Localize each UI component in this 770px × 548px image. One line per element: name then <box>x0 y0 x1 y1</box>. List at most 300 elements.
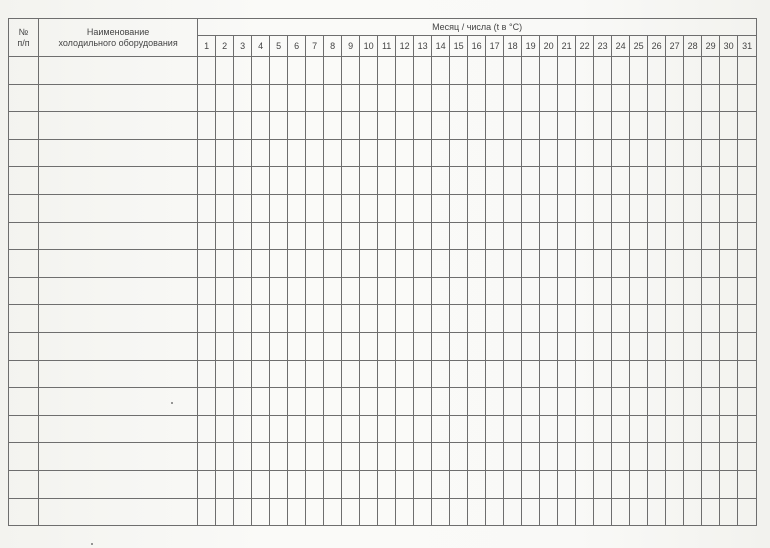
temperature-cell-day-20[interactable] <box>540 305 558 333</box>
temperature-cell-day-1[interactable] <box>198 332 216 360</box>
temperature-cell-day-17[interactable] <box>486 388 504 416</box>
temperature-cell-day-22[interactable] <box>576 167 594 195</box>
temperature-cell-day-13[interactable] <box>414 498 432 526</box>
temperature-cell-day-14[interactable] <box>432 112 450 140</box>
temperature-cell-day-3[interactable] <box>234 443 252 471</box>
temperature-cell-day-13[interactable] <box>414 388 432 416</box>
temperature-cell-day-12[interactable] <box>396 388 414 416</box>
temperature-cell-day-28[interactable] <box>684 167 702 195</box>
temperature-cell-day-21[interactable] <box>558 84 576 112</box>
temperature-cell-day-6[interactable] <box>288 415 306 443</box>
temperature-cell-day-9[interactable] <box>342 415 360 443</box>
temperature-cell-day-7[interactable] <box>306 167 324 195</box>
temperature-cell-day-30[interactable] <box>720 443 738 471</box>
temperature-cell-day-1[interactable] <box>198 57 216 85</box>
equipment-name-cell[interactable] <box>39 57 198 85</box>
temperature-cell-day-15[interactable] <box>450 332 468 360</box>
temperature-cell-day-30[interactable] <box>720 194 738 222</box>
temperature-cell-day-27[interactable] <box>666 194 684 222</box>
temperature-cell-day-5[interactable] <box>270 167 288 195</box>
temperature-cell-day-14[interactable] <box>432 415 450 443</box>
temperature-cell-day-20[interactable] <box>540 498 558 526</box>
temperature-cell-day-13[interactable] <box>414 222 432 250</box>
temperature-cell-day-23[interactable] <box>594 470 612 498</box>
temperature-cell-day-22[interactable] <box>576 57 594 85</box>
temperature-cell-day-18[interactable] <box>504 332 522 360</box>
temperature-cell-day-28[interactable] <box>684 415 702 443</box>
row-number-cell[interactable] <box>9 194 39 222</box>
temperature-cell-day-18[interactable] <box>504 222 522 250</box>
temperature-cell-day-7[interactable] <box>306 112 324 140</box>
temperature-cell-day-6[interactable] <box>288 57 306 85</box>
temperature-cell-day-20[interactable] <box>540 250 558 278</box>
temperature-cell-day-6[interactable] <box>288 360 306 388</box>
temperature-cell-day-27[interactable] <box>666 360 684 388</box>
temperature-cell-day-26[interactable] <box>648 388 666 416</box>
temperature-cell-day-24[interactable] <box>612 498 630 526</box>
temperature-cell-day-2[interactable] <box>216 443 234 471</box>
temperature-cell-day-3[interactable] <box>234 277 252 305</box>
temperature-cell-day-24[interactable] <box>612 360 630 388</box>
equipment-name-cell[interactable] <box>39 194 198 222</box>
temperature-cell-day-15[interactable] <box>450 305 468 333</box>
temperature-cell-day-14[interactable] <box>432 139 450 167</box>
temperature-cell-day-17[interactable] <box>486 415 504 443</box>
temperature-cell-day-8[interactable] <box>324 194 342 222</box>
temperature-cell-day-21[interactable] <box>558 443 576 471</box>
temperature-cell-day-29[interactable] <box>702 277 720 305</box>
temperature-cell-day-21[interactable] <box>558 415 576 443</box>
temperature-cell-day-30[interactable] <box>720 84 738 112</box>
temperature-cell-day-25[interactable] <box>630 305 648 333</box>
temperature-cell-day-1[interactable] <box>198 443 216 471</box>
temperature-cell-day-3[interactable] <box>234 415 252 443</box>
temperature-cell-day-24[interactable] <box>612 443 630 471</box>
temperature-cell-day-16[interactable] <box>468 112 486 140</box>
temperature-cell-day-16[interactable] <box>468 443 486 471</box>
temperature-cell-day-1[interactable] <box>198 139 216 167</box>
temperature-cell-day-5[interactable] <box>270 112 288 140</box>
temperature-cell-day-23[interactable] <box>594 498 612 526</box>
temperature-cell-day-1[interactable] <box>198 84 216 112</box>
temperature-cell-day-19[interactable] <box>522 112 540 140</box>
temperature-cell-day-9[interactable] <box>342 332 360 360</box>
temperature-cell-day-23[interactable] <box>594 360 612 388</box>
temperature-cell-day-25[interactable] <box>630 415 648 443</box>
temperature-cell-day-14[interactable] <box>432 332 450 360</box>
temperature-cell-day-23[interactable] <box>594 250 612 278</box>
temperature-cell-day-18[interactable] <box>504 498 522 526</box>
temperature-cell-day-28[interactable] <box>684 194 702 222</box>
temperature-cell-day-30[interactable] <box>720 360 738 388</box>
temperature-cell-day-3[interactable] <box>234 57 252 85</box>
temperature-cell-day-4[interactable] <box>252 194 270 222</box>
temperature-cell-day-28[interactable] <box>684 388 702 416</box>
temperature-cell-day-31[interactable] <box>738 498 757 526</box>
temperature-cell-day-24[interactable] <box>612 222 630 250</box>
temperature-cell-day-16[interactable] <box>468 305 486 333</box>
temperature-cell-day-12[interactable] <box>396 277 414 305</box>
temperature-cell-day-31[interactable] <box>738 222 757 250</box>
temperature-cell-day-15[interactable] <box>450 250 468 278</box>
temperature-cell-day-11[interactable] <box>378 250 396 278</box>
temperature-cell-day-16[interactable] <box>468 167 486 195</box>
temperature-cell-day-9[interactable] <box>342 222 360 250</box>
temperature-cell-day-12[interactable] <box>396 84 414 112</box>
temperature-cell-day-27[interactable] <box>666 57 684 85</box>
temperature-cell-day-10[interactable] <box>360 84 378 112</box>
temperature-cell-day-21[interactable] <box>558 360 576 388</box>
temperature-cell-day-3[interactable] <box>234 250 252 278</box>
temperature-cell-day-13[interactable] <box>414 360 432 388</box>
temperature-cell-day-30[interactable] <box>720 112 738 140</box>
temperature-cell-day-5[interactable] <box>270 222 288 250</box>
temperature-cell-day-12[interactable] <box>396 305 414 333</box>
temperature-cell-day-2[interactable] <box>216 57 234 85</box>
row-number-cell[interactable] <box>9 250 39 278</box>
temperature-cell-day-20[interactable] <box>540 139 558 167</box>
row-number-cell[interactable] <box>9 388 39 416</box>
temperature-cell-day-15[interactable] <box>450 139 468 167</box>
temperature-cell-day-22[interactable] <box>576 415 594 443</box>
temperature-cell-day-5[interactable] <box>270 332 288 360</box>
temperature-cell-day-17[interactable] <box>486 222 504 250</box>
temperature-cell-day-22[interactable] <box>576 332 594 360</box>
temperature-cell-day-4[interactable] <box>252 222 270 250</box>
temperature-cell-day-3[interactable] <box>234 305 252 333</box>
temperature-cell-day-16[interactable] <box>468 277 486 305</box>
temperature-cell-day-12[interactable] <box>396 194 414 222</box>
temperature-cell-day-20[interactable] <box>540 332 558 360</box>
temperature-cell-day-4[interactable] <box>252 388 270 416</box>
temperature-cell-day-12[interactable] <box>396 415 414 443</box>
temperature-cell-day-25[interactable] <box>630 167 648 195</box>
temperature-cell-day-31[interactable] <box>738 332 757 360</box>
temperature-cell-day-24[interactable] <box>612 470 630 498</box>
temperature-cell-day-11[interactable] <box>378 360 396 388</box>
temperature-cell-day-29[interactable] <box>702 250 720 278</box>
temperature-cell-day-4[interactable] <box>252 277 270 305</box>
temperature-cell-day-5[interactable] <box>270 139 288 167</box>
temperature-cell-day-15[interactable] <box>450 443 468 471</box>
temperature-cell-day-4[interactable] <box>252 415 270 443</box>
temperature-cell-day-23[interactable] <box>594 222 612 250</box>
temperature-cell-day-28[interactable] <box>684 498 702 526</box>
row-number-cell[interactable] <box>9 112 39 140</box>
temperature-cell-day-25[interactable] <box>630 84 648 112</box>
temperature-cell-day-7[interactable] <box>306 332 324 360</box>
temperature-cell-day-26[interactable] <box>648 305 666 333</box>
temperature-cell-day-5[interactable] <box>270 84 288 112</box>
temperature-cell-day-27[interactable] <box>666 167 684 195</box>
temperature-cell-day-10[interactable] <box>360 388 378 416</box>
temperature-cell-day-1[interactable] <box>198 250 216 278</box>
temperature-cell-day-18[interactable] <box>504 470 522 498</box>
temperature-cell-day-31[interactable] <box>738 167 757 195</box>
temperature-cell-day-6[interactable] <box>288 388 306 416</box>
temperature-cell-day-22[interactable] <box>576 222 594 250</box>
temperature-cell-day-26[interactable] <box>648 498 666 526</box>
temperature-cell-day-2[interactable] <box>216 277 234 305</box>
temperature-cell-day-31[interactable] <box>738 415 757 443</box>
temperature-cell-day-16[interactable] <box>468 250 486 278</box>
temperature-cell-day-17[interactable] <box>486 84 504 112</box>
temperature-cell-day-13[interactable] <box>414 167 432 195</box>
temperature-cell-day-20[interactable] <box>540 84 558 112</box>
temperature-cell-day-18[interactable] <box>504 57 522 85</box>
temperature-cell-day-5[interactable] <box>270 388 288 416</box>
temperature-cell-day-5[interactable] <box>270 498 288 526</box>
temperature-cell-day-15[interactable] <box>450 167 468 195</box>
row-number-cell[interactable] <box>9 415 39 443</box>
equipment-name-cell[interactable] <box>39 250 198 278</box>
temperature-cell-day-11[interactable] <box>378 139 396 167</box>
temperature-cell-day-20[interactable] <box>540 167 558 195</box>
temperature-cell-day-28[interactable] <box>684 222 702 250</box>
temperature-cell-day-30[interactable] <box>720 250 738 278</box>
temperature-cell-day-27[interactable] <box>666 112 684 140</box>
temperature-cell-day-7[interactable] <box>306 84 324 112</box>
temperature-cell-day-2[interactable] <box>216 194 234 222</box>
temperature-cell-day-7[interactable] <box>306 139 324 167</box>
temperature-cell-day-10[interactable] <box>360 139 378 167</box>
temperature-cell-day-21[interactable] <box>558 388 576 416</box>
temperature-cell-day-11[interactable] <box>378 332 396 360</box>
temperature-cell-day-29[interactable] <box>702 332 720 360</box>
row-number-cell[interactable] <box>9 332 39 360</box>
temperature-cell-day-4[interactable] <box>252 84 270 112</box>
temperature-cell-day-10[interactable] <box>360 470 378 498</box>
temperature-cell-day-9[interactable] <box>342 360 360 388</box>
temperature-cell-day-22[interactable] <box>576 194 594 222</box>
temperature-cell-day-3[interactable] <box>234 167 252 195</box>
temperature-cell-day-29[interactable] <box>702 415 720 443</box>
temperature-cell-day-29[interactable] <box>702 194 720 222</box>
temperature-cell-day-30[interactable] <box>720 167 738 195</box>
temperature-cell-day-11[interactable] <box>378 498 396 526</box>
temperature-cell-day-11[interactable] <box>378 305 396 333</box>
temperature-cell-day-11[interactable] <box>378 443 396 471</box>
equipment-name-cell[interactable] <box>39 277 198 305</box>
temperature-cell-day-23[interactable] <box>594 139 612 167</box>
temperature-cell-day-16[interactable] <box>468 388 486 416</box>
temperature-cell-day-10[interactable] <box>360 360 378 388</box>
temperature-cell-day-16[interactable] <box>468 84 486 112</box>
temperature-cell-day-14[interactable] <box>432 388 450 416</box>
temperature-cell-day-12[interactable] <box>396 222 414 250</box>
temperature-cell-day-15[interactable] <box>450 194 468 222</box>
temperature-cell-day-23[interactable] <box>594 415 612 443</box>
temperature-cell-day-10[interactable] <box>360 277 378 305</box>
equipment-name-cell[interactable] <box>39 332 198 360</box>
temperature-cell-day-11[interactable] <box>378 167 396 195</box>
temperature-cell-day-11[interactable] <box>378 112 396 140</box>
temperature-cell-day-21[interactable] <box>558 498 576 526</box>
temperature-cell-day-5[interactable] <box>270 443 288 471</box>
temperature-cell-day-23[interactable] <box>594 84 612 112</box>
temperature-cell-day-14[interactable] <box>432 194 450 222</box>
temperature-cell-day-8[interactable] <box>324 112 342 140</box>
temperature-cell-day-9[interactable] <box>342 305 360 333</box>
temperature-cell-day-7[interactable] <box>306 470 324 498</box>
temperature-cell-day-26[interactable] <box>648 222 666 250</box>
temperature-cell-day-25[interactable] <box>630 332 648 360</box>
temperature-cell-day-18[interactable] <box>504 84 522 112</box>
temperature-cell-day-30[interactable] <box>720 222 738 250</box>
temperature-cell-day-4[interactable] <box>252 112 270 140</box>
temperature-cell-day-22[interactable] <box>576 470 594 498</box>
temperature-cell-day-17[interactable] <box>486 57 504 85</box>
temperature-cell-day-19[interactable] <box>522 84 540 112</box>
temperature-cell-day-20[interactable] <box>540 415 558 443</box>
temperature-cell-day-2[interactable] <box>216 332 234 360</box>
temperature-cell-day-19[interactable] <box>522 194 540 222</box>
temperature-cell-day-1[interactable] <box>198 360 216 388</box>
temperature-cell-day-19[interactable] <box>522 222 540 250</box>
temperature-cell-day-25[interactable] <box>630 194 648 222</box>
row-number-cell[interactable] <box>9 470 39 498</box>
temperature-cell-day-27[interactable] <box>666 84 684 112</box>
temperature-cell-day-9[interactable] <box>342 443 360 471</box>
temperature-cell-day-7[interactable] <box>306 277 324 305</box>
temperature-cell-day-24[interactable] <box>612 84 630 112</box>
temperature-cell-day-15[interactable] <box>450 57 468 85</box>
temperature-cell-day-29[interactable] <box>702 470 720 498</box>
temperature-cell-day-18[interactable] <box>504 277 522 305</box>
temperature-cell-day-22[interactable] <box>576 305 594 333</box>
temperature-cell-day-26[interactable] <box>648 360 666 388</box>
temperature-cell-day-7[interactable] <box>306 250 324 278</box>
temperature-cell-day-7[interactable] <box>306 443 324 471</box>
temperature-cell-day-24[interactable] <box>612 415 630 443</box>
temperature-cell-day-3[interactable] <box>234 360 252 388</box>
temperature-cell-day-15[interactable] <box>450 277 468 305</box>
temperature-cell-day-7[interactable] <box>306 360 324 388</box>
temperature-cell-day-29[interactable] <box>702 443 720 471</box>
temperature-cell-day-15[interactable] <box>450 498 468 526</box>
temperature-cell-day-19[interactable] <box>522 250 540 278</box>
temperature-cell-day-14[interactable] <box>432 222 450 250</box>
temperature-cell-day-16[interactable] <box>468 498 486 526</box>
temperature-cell-day-31[interactable] <box>738 388 757 416</box>
temperature-cell-day-2[interactable] <box>216 139 234 167</box>
temperature-cell-day-26[interactable] <box>648 57 666 85</box>
temperature-cell-day-14[interactable] <box>432 443 450 471</box>
temperature-cell-day-5[interactable] <box>270 305 288 333</box>
temperature-cell-day-14[interactable] <box>432 305 450 333</box>
temperature-cell-day-29[interactable] <box>702 57 720 85</box>
temperature-cell-day-21[interactable] <box>558 112 576 140</box>
row-number-cell[interactable] <box>9 305 39 333</box>
temperature-cell-day-1[interactable] <box>198 305 216 333</box>
temperature-cell-day-9[interactable] <box>342 470 360 498</box>
temperature-cell-day-31[interactable] <box>738 277 757 305</box>
temperature-cell-day-1[interactable] <box>198 415 216 443</box>
temperature-cell-day-4[interactable] <box>252 139 270 167</box>
temperature-cell-day-14[interactable] <box>432 360 450 388</box>
temperature-cell-day-30[interactable] <box>720 305 738 333</box>
temperature-cell-day-28[interactable] <box>684 84 702 112</box>
temperature-cell-day-10[interactable] <box>360 443 378 471</box>
temperature-cell-day-3[interactable] <box>234 470 252 498</box>
temperature-cell-day-14[interactable] <box>432 470 450 498</box>
temperature-cell-day-13[interactable] <box>414 250 432 278</box>
temperature-cell-day-21[interactable] <box>558 194 576 222</box>
temperature-cell-day-19[interactable] <box>522 443 540 471</box>
temperature-cell-day-2[interactable] <box>216 470 234 498</box>
temperature-cell-day-24[interactable] <box>612 250 630 278</box>
temperature-cell-day-27[interactable] <box>666 388 684 416</box>
temperature-cell-day-16[interactable] <box>468 139 486 167</box>
temperature-cell-day-6[interactable] <box>288 222 306 250</box>
temperature-cell-day-3[interactable] <box>234 84 252 112</box>
temperature-cell-day-25[interactable] <box>630 388 648 416</box>
temperature-cell-day-7[interactable] <box>306 194 324 222</box>
temperature-cell-day-23[interactable] <box>594 167 612 195</box>
temperature-cell-day-19[interactable] <box>522 277 540 305</box>
temperature-cell-day-28[interactable] <box>684 57 702 85</box>
temperature-cell-day-14[interactable] <box>432 57 450 85</box>
temperature-cell-day-10[interactable] <box>360 332 378 360</box>
temperature-cell-day-18[interactable] <box>504 139 522 167</box>
temperature-cell-day-31[interactable] <box>738 84 757 112</box>
temperature-cell-day-20[interactable] <box>540 57 558 85</box>
temperature-cell-day-19[interactable] <box>522 388 540 416</box>
temperature-cell-day-15[interactable] <box>450 360 468 388</box>
temperature-cell-day-11[interactable] <box>378 222 396 250</box>
temperature-cell-day-19[interactable] <box>522 360 540 388</box>
row-number-cell[interactable] <box>9 498 39 526</box>
equipment-name-cell[interactable] <box>39 305 198 333</box>
temperature-cell-day-1[interactable] <box>198 167 216 195</box>
temperature-cell-day-25[interactable] <box>630 57 648 85</box>
temperature-cell-day-30[interactable] <box>720 498 738 526</box>
temperature-cell-day-20[interactable] <box>540 360 558 388</box>
temperature-cell-day-21[interactable] <box>558 277 576 305</box>
temperature-cell-day-17[interactable] <box>486 194 504 222</box>
temperature-cell-day-12[interactable] <box>396 57 414 85</box>
temperature-cell-day-26[interactable] <box>648 332 666 360</box>
temperature-cell-day-10[interactable] <box>360 222 378 250</box>
temperature-cell-day-8[interactable] <box>324 415 342 443</box>
temperature-cell-day-4[interactable] <box>252 443 270 471</box>
temperature-cell-day-11[interactable] <box>378 470 396 498</box>
temperature-cell-day-18[interactable] <box>504 443 522 471</box>
temperature-cell-day-22[interactable] <box>576 277 594 305</box>
temperature-cell-day-19[interactable] <box>522 470 540 498</box>
temperature-cell-day-14[interactable] <box>432 167 450 195</box>
temperature-cell-day-11[interactable] <box>378 277 396 305</box>
temperature-cell-day-10[interactable] <box>360 250 378 278</box>
temperature-cell-day-14[interactable] <box>432 277 450 305</box>
temperature-cell-day-7[interactable] <box>306 388 324 416</box>
equipment-name-cell[interactable] <box>39 167 198 195</box>
temperature-cell-day-5[interactable] <box>270 470 288 498</box>
temperature-cell-day-22[interactable] <box>576 498 594 526</box>
temperature-cell-day-20[interactable] <box>540 277 558 305</box>
temperature-cell-day-24[interactable] <box>612 388 630 416</box>
temperature-cell-day-29[interactable] <box>702 84 720 112</box>
temperature-cell-day-3[interactable] <box>234 222 252 250</box>
temperature-cell-day-23[interactable] <box>594 443 612 471</box>
temperature-cell-day-1[interactable] <box>198 470 216 498</box>
temperature-cell-day-19[interactable] <box>522 167 540 195</box>
temperature-cell-day-18[interactable] <box>504 305 522 333</box>
temperature-cell-day-21[interactable] <box>558 470 576 498</box>
temperature-cell-day-11[interactable] <box>378 57 396 85</box>
temperature-cell-day-24[interactable] <box>612 112 630 140</box>
temperature-cell-day-3[interactable] <box>234 498 252 526</box>
